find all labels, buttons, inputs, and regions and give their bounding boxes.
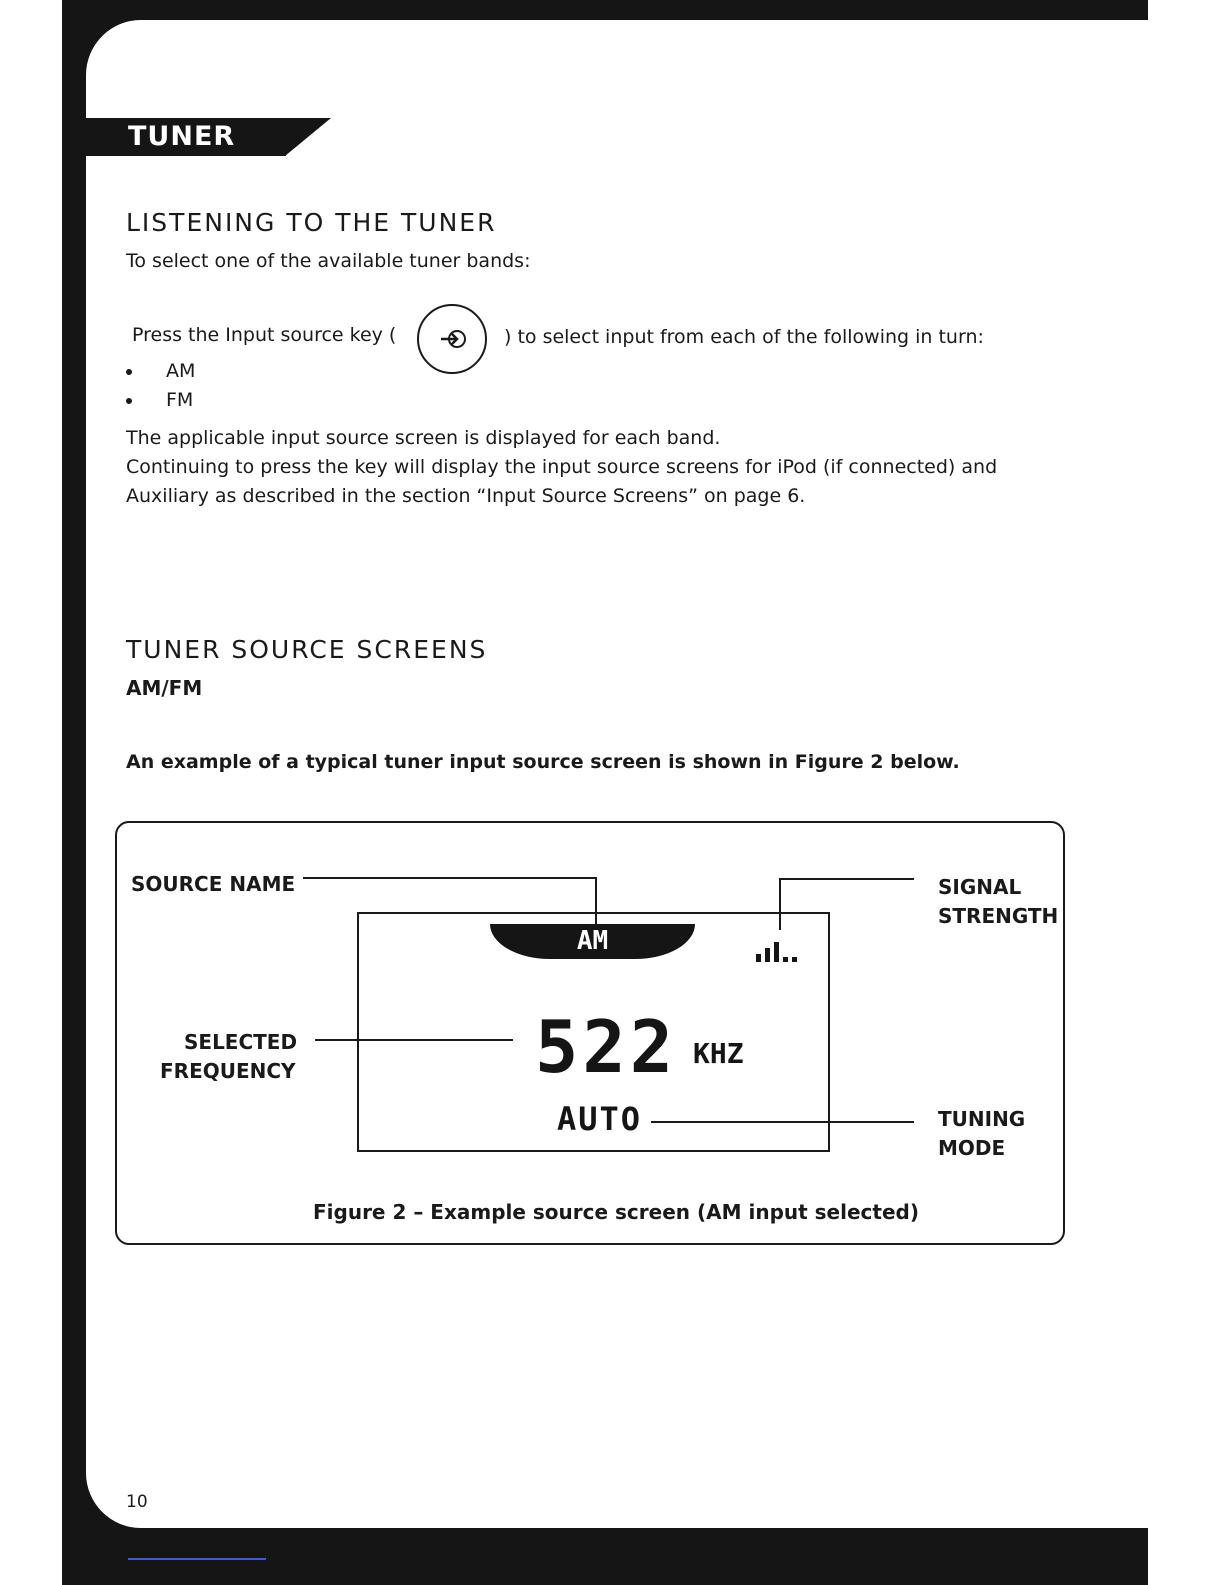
page-number: 10 xyxy=(126,1492,148,1512)
signal-strength-icon xyxy=(752,940,812,964)
section-tab-slant xyxy=(285,118,331,156)
source-screens-heading: TUNER SOURCE SCREENS xyxy=(126,635,488,664)
leader-tuning xyxy=(651,1121,914,1123)
page-frame-bottom xyxy=(62,1528,1148,1585)
page-frame-top xyxy=(62,0,1148,20)
input-source-icon xyxy=(415,302,489,376)
paragraph-1: The applicable input source screen is displayed for each band. xyxy=(126,427,721,449)
callout-tuning-line-2: MODE xyxy=(938,1136,1006,1160)
signal-bar xyxy=(765,948,770,962)
leader-frequency xyxy=(315,1039,513,1041)
leader-signal-vertical xyxy=(779,878,781,930)
subheading-am-fm: AM/FM xyxy=(126,676,203,700)
paragraph-2-line-2: Auxiliary as described in the section “Input Source Screens” on page 6. xyxy=(126,485,806,507)
lcd-frequency: 522 xyxy=(535,1005,678,1089)
callout-selected-line-1: SELECTED xyxy=(184,1030,298,1054)
lcd-frequency-unit: KHZ xyxy=(693,1037,744,1070)
bottom-link-underline xyxy=(128,1558,266,1560)
signal-bar xyxy=(774,942,779,962)
paragraph-2-line-1: Continuing to press the key will display the input source screens for iPod (if connected) and xyxy=(126,456,998,478)
callout-signal-line-1: SIGNAL xyxy=(938,875,1022,899)
callout-source-name: SOURCE NAME xyxy=(131,872,296,896)
signal-bar xyxy=(783,957,788,962)
section-tab: TUNER xyxy=(86,118,286,156)
figure-caption: Figure 2 – Example source screen (AM input selected) xyxy=(313,1200,919,1224)
signal-bar xyxy=(792,957,797,962)
lcd-source-name: AM xyxy=(490,924,695,959)
listening-heading: LISTENING TO THE TUNER xyxy=(126,208,497,237)
leader-signal-horizontal xyxy=(779,878,914,880)
lcd-tuning-mode: AUTO xyxy=(557,1100,643,1138)
bullet-icon xyxy=(126,398,132,404)
bullet-icon xyxy=(126,369,132,375)
listening-intro: To select one of the available tuner bands: xyxy=(126,250,531,272)
leader-source-horizontal xyxy=(303,877,596,879)
source-screens-intro: An example of a typical tuner input source screen is shown in Figure 2 below. xyxy=(126,751,960,773)
callout-selected-line-2: FREQUENCY xyxy=(160,1059,296,1083)
callout-signal-line-2: STRENGTH xyxy=(938,904,1059,928)
instruction-after-icon: ) to select input from each of the following in turn: xyxy=(504,326,984,348)
instruction-before-icon: Press the Input source key ( xyxy=(132,324,397,346)
page-frame-left xyxy=(62,0,86,1585)
leader-source-vertical xyxy=(595,877,597,925)
callout-tuning-line-1: TUNING xyxy=(938,1107,1026,1131)
signal-bar xyxy=(756,954,761,962)
